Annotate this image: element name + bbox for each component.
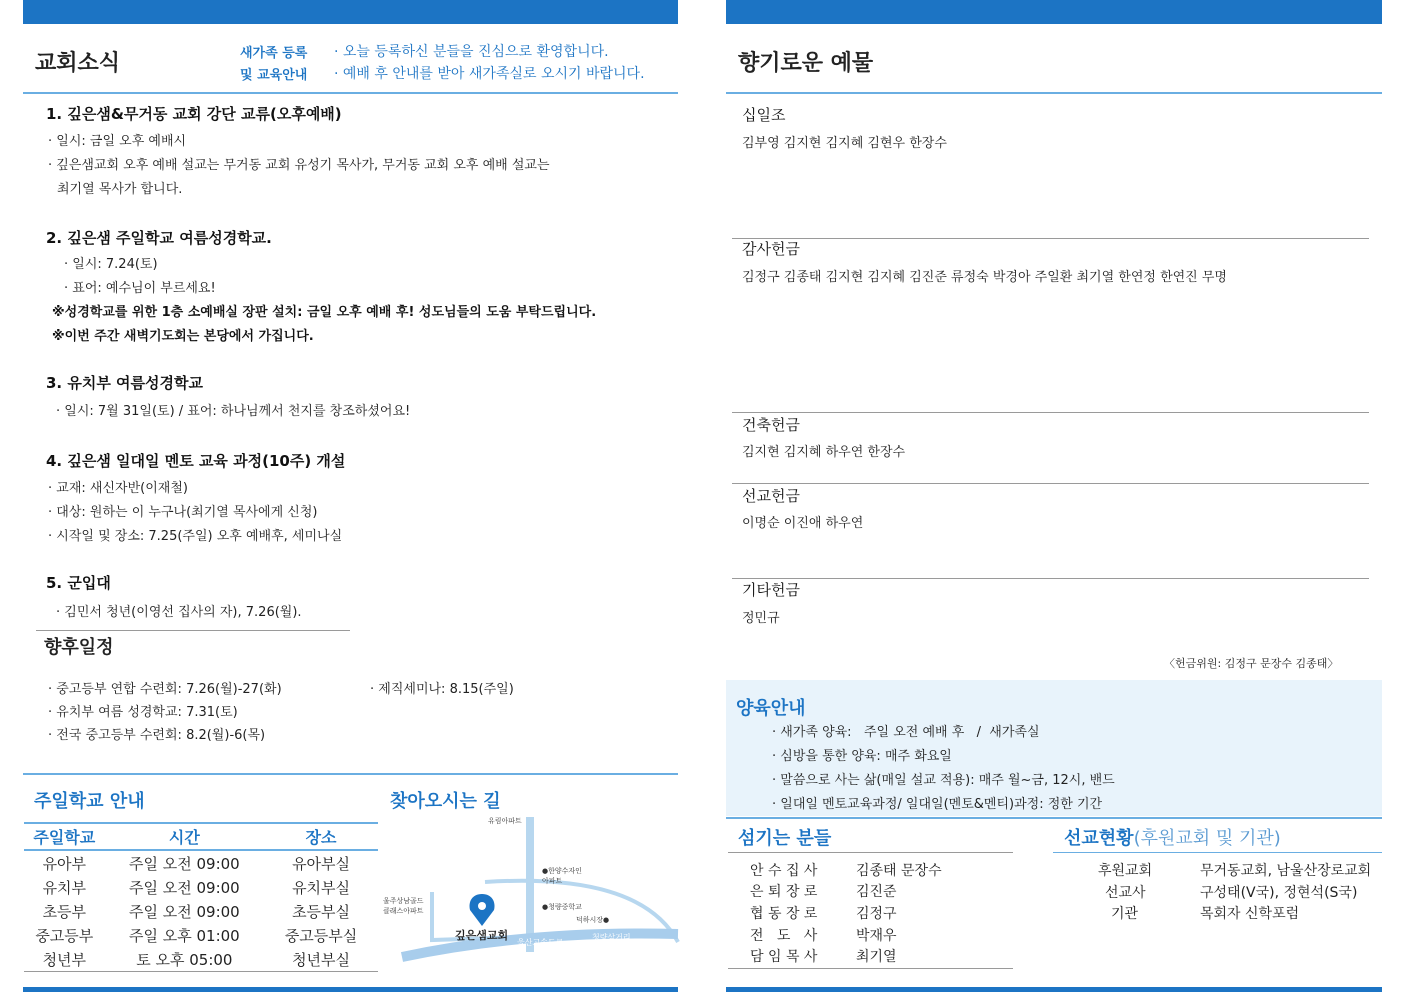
table-row xyxy=(24,875,378,899)
news-item-1-line-3: 최기열 목사가 합니다. xyxy=(57,182,183,197)
col-header-time: 시간 xyxy=(105,823,264,850)
news-item-2-note-2: ※이번 주간 새벽기도회는 본당에서 가집니다. xyxy=(52,329,314,344)
news-item-1-line-2: · 깊은샘교회 오후 예배 설교는 무거동 교회 유성기 목사가, 무거동 교회 오후 예배 설교는 xyxy=(48,158,550,173)
news-item-4-title: 4. 깊은샘 일대일 멘토 교육 과정(10주) 개설 xyxy=(46,452,346,470)
cell-place: 청년부실 xyxy=(292,950,351,969)
mission-title-sub: (후원교회 및 기관) xyxy=(1133,828,1281,849)
offering-group-names-thanks: 김정구 김종태 김지현 김지혜 김진준 류정숙 박경아 주일환 최기열 한연정 한연진 무명 xyxy=(742,270,1227,285)
cell-time: 주일 오후 01:00 xyxy=(128,926,240,945)
map-label-deokha: 덕하시장● xyxy=(576,916,610,924)
news-item-2-note-1: ※성경학교를 위한 1층 소예배실 장판 설치: 금일 오후 예배 후! 성도님들의 도움 부탁드립니다. xyxy=(52,305,597,320)
news-item-1-line-1: · 일시: 금일 오후 예배시 xyxy=(48,134,187,149)
servant-name-5: 최기열 xyxy=(856,949,897,965)
news-item-4-line-1: · 교재: 새신자반(이재철) xyxy=(48,481,188,496)
offering-divider-2 xyxy=(732,412,1369,413)
servant-name-2: 김진준 xyxy=(856,884,897,900)
servant-name-4: 박재우 xyxy=(856,928,897,944)
nurture-line-1: · 새가족 양육: 주일 오전 예배 후 / 새가족실 xyxy=(772,725,1040,740)
offering-divider-4 xyxy=(732,578,1369,579)
mission-title xyxy=(1064,824,1281,850)
cell-place: 중고등부실 xyxy=(284,926,358,945)
news-item-5-title: 5. 군입대 xyxy=(46,574,111,592)
top-bar-right xyxy=(726,0,1382,24)
news-item-2-line-1: · 일시: 7.24(토) xyxy=(64,257,158,272)
servant-role-2: 은 퇴 장 로 xyxy=(750,884,818,900)
offering-group-names-tithe: 김부영 김지현 김지혜 김현우 한장수 xyxy=(742,136,947,151)
map-label-ulju: 울주상남골드 클래스아파트 xyxy=(383,897,424,915)
bottom-bar-right xyxy=(726,987,1382,992)
servant-role-1: 안 수 집 사 xyxy=(750,863,818,879)
news-item-5-line-1: · 김민서 청년(이영선 집사의 자), 7.26(월). xyxy=(56,605,302,620)
new-family-label-2: 및 교육안내 xyxy=(240,68,308,83)
news-item-3-line-1: · 일시: 7월 31일(토) / 표어: 하나님께서 천지를 창조하셨어요! xyxy=(56,404,411,419)
news-item-2-title: 2. 깊은샘 주일학교 여름성경학교. xyxy=(46,229,272,247)
news-item-4-line-3: · 시작일 및 장소: 7.25(주일) 오후 예배후, 세미나실 xyxy=(48,529,343,544)
offering-divider-1 xyxy=(732,238,1369,239)
cell-place: 유치부실 xyxy=(292,878,351,897)
offerings-title: 향기로운 예물 xyxy=(738,51,874,76)
nurture-line-4: · 일대일 멘토교육과정/ 일대일(멘토&멘티)과정: 정한 기간 xyxy=(772,797,1103,812)
upcoming-line-3: · 전국 중고등부 수련회: 8.2(월)-6(목) xyxy=(48,728,266,743)
servant-role-3: 협 동 장 로 xyxy=(750,906,818,922)
servants-divider xyxy=(728,852,1013,853)
offering-committee: 〈헌금위원: 김정구 문장수 김종태〉 xyxy=(1164,657,1339,670)
cell-school: 유치부 xyxy=(42,878,87,897)
servant-role-4: 전 도 사 xyxy=(750,928,818,944)
upcoming-side: · 제직세미나: 8.15(주일) xyxy=(370,682,514,697)
cell-school: 초등부 xyxy=(42,902,87,921)
church-news-divider xyxy=(23,92,678,94)
nurture-line-3: · 말씀으로 사는 삶(매일 설교 적용): 매주 월~금, 12시, 밴드 xyxy=(772,773,1115,788)
upcoming-line-2: · 유치부 여름 성경학교: 7.31(토) xyxy=(48,705,238,720)
table-row xyxy=(24,899,378,923)
offerings-divider xyxy=(726,92,1382,94)
servants-divider-bottom xyxy=(728,968,1013,969)
mission-value-3: 목회자 신학포럼 xyxy=(1200,906,1300,922)
directions-title: 찾아오시는 길 xyxy=(390,791,501,812)
servant-name-3: 김정구 xyxy=(856,906,897,922)
table-row xyxy=(24,947,378,972)
church-news-title: 교회소식 xyxy=(35,51,121,76)
cell-time: 주일 오전 09:00 xyxy=(128,902,240,921)
mission-label-3: 기관 xyxy=(1111,906,1139,922)
cell-time: 주일 오전 09:00 xyxy=(128,854,240,873)
offering-group-title-other: 기타헌금 xyxy=(742,581,800,599)
offering-group-title-mission: 선교헌금 xyxy=(742,487,800,505)
mission-divider xyxy=(1053,852,1382,853)
col-header-place: 장소 xyxy=(264,823,378,850)
cell-school: 청년부 xyxy=(42,950,87,969)
sunday-school-title: 주일학교 안내 xyxy=(34,791,145,812)
news-item-3-title: 3. 유치부 여름성경학교 xyxy=(46,374,203,392)
upcoming-title: 향후일정 xyxy=(44,637,114,658)
cell-place: 초등부실 xyxy=(292,902,351,921)
bottom-bar-left xyxy=(23,987,678,992)
col-header-school: 주일학교 xyxy=(24,823,105,850)
table-row xyxy=(24,850,378,875)
upcoming-line-1: · 중고등부 연합 수련회: 7.26(월)-27(화) xyxy=(48,682,282,697)
servant-role-5: 담 임 목 사 xyxy=(750,949,818,965)
offering-group-title-tithe: 십일조 xyxy=(742,106,786,124)
servants-title: 섬기는 분들 xyxy=(738,828,832,849)
new-family-label-1: 새가족 등록 xyxy=(240,46,308,61)
map-label-road2: 청량삼거리 xyxy=(592,933,631,942)
map-label-yurim: 유림아파트 xyxy=(488,817,522,825)
cell-time: 주일 오전 09:00 xyxy=(128,878,240,897)
sunday-school-table xyxy=(24,822,378,972)
nurture-line-2: · 심방을 통한 양육: 매주 화요일 xyxy=(772,749,952,764)
nurture-title: 양육안내 xyxy=(736,698,806,719)
top-bar-left xyxy=(23,0,678,24)
cell-time: 토 오후 05:00 xyxy=(136,950,233,969)
mission-title-main: 선교현황 xyxy=(1064,828,1134,849)
offering-group-names-mission: 이명순 이진애 하우연 xyxy=(742,516,864,531)
upcoming-divider xyxy=(36,630,350,631)
offering-divider-3 xyxy=(732,483,1369,484)
sunday-school-divider xyxy=(23,773,678,775)
map-label-hanyang: ●한양수자인 아파트 xyxy=(542,867,582,885)
cell-place: 유아부실 xyxy=(292,854,351,873)
cell-school: 유아부 xyxy=(42,854,87,873)
offering-group-names-building: 김지현 김지혜 하우연 한장수 xyxy=(742,445,906,460)
table-row xyxy=(24,923,378,947)
news-item-1-title: 1. 깊은샘&무거동 교회 강단 교류(오후예배) xyxy=(46,105,342,123)
offering-group-title-thanks: 감사헌금 xyxy=(742,240,800,258)
servant-name-1: 김종태 문장수 xyxy=(856,863,942,879)
map-label-church: 깊은샘교회 xyxy=(455,929,509,942)
mission-value-2: 구성태(V국), 정현석(S국) xyxy=(1200,885,1358,901)
new-family-line-2: · 예배 후 안내를 받아 새가족실로 오시기 바랍니다. xyxy=(334,66,645,82)
mission-label-1: 후원교회 xyxy=(1098,863,1153,879)
news-item-4-line-2: · 대상: 원하는 이 누구나(최기열 목사에게 신청) xyxy=(48,505,318,520)
cell-school: 중고등부 xyxy=(35,926,94,945)
news-item-2-line-2: · 표어: 예수님이 부르세요! xyxy=(64,281,216,296)
map-label-road1: 울산고속도로 xyxy=(517,938,564,947)
offering-group-names-other: 정민규 xyxy=(742,611,780,626)
mission-label-2: 선교사 xyxy=(1105,885,1146,901)
mission-value-1: 무거동교회, 남울산장로교회 xyxy=(1200,863,1372,879)
map-label-cheongnyang: ●청량중학교 xyxy=(542,903,582,911)
new-family-line-1: · 오늘 등록하신 분들을 진심으로 환영합니다. xyxy=(334,44,609,60)
offering-group-title-building: 건축헌금 xyxy=(742,416,800,434)
servants-divider-top xyxy=(726,817,1382,819)
